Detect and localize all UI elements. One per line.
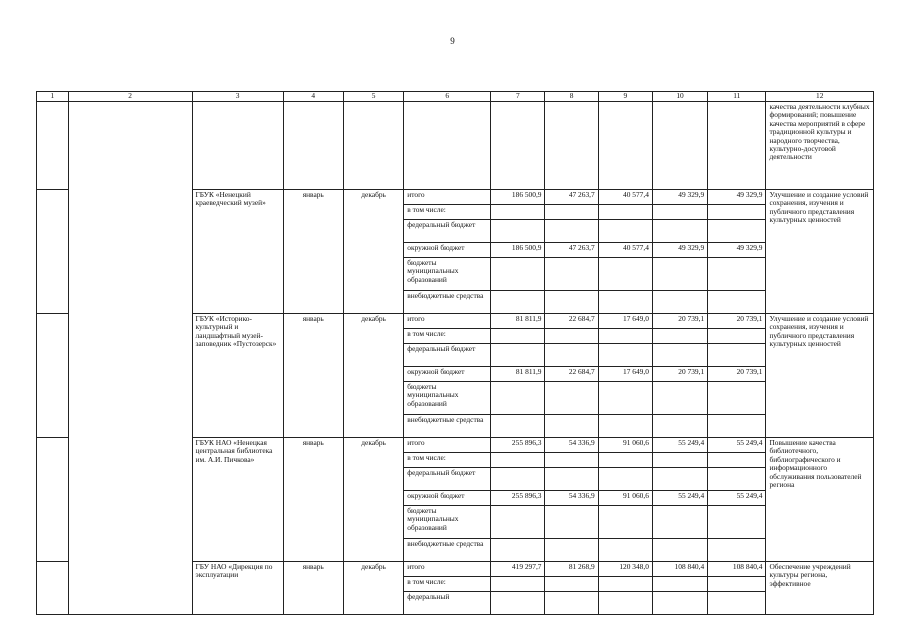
amount-cell: 81 811,9 [491, 314, 545, 329]
amount-cell: 54 336,9 [545, 491, 598, 506]
amount-cell [598, 291, 652, 314]
amount-cell [545, 258, 598, 291]
amount-cell [598, 415, 652, 438]
amount-cell [491, 415, 545, 438]
goal-cell: качества деятельности клубных формирований; повышение качества мероприятий в сфере традиционной культуры и народного творчества, культурно-досуговой деятельности [766, 102, 874, 190]
amount-cell [708, 539, 766, 562]
col1-cell [37, 314, 69, 438]
amount-cell [491, 291, 545, 314]
col-header: 10 [652, 92, 707, 102]
amount-cell: 54 336,9 [545, 438, 598, 453]
amount-cell: 255 896,3 [491, 491, 545, 506]
amount-cell [545, 220, 598, 243]
amount-cell [491, 382, 545, 415]
amount-cell: 17 649,0 [598, 367, 652, 382]
amount-cell [598, 329, 652, 344]
amount-cell [491, 506, 545, 539]
amount-cell: 255 896,3 [491, 438, 545, 453]
goal-cell: Улучшение и создание условий сохранения, изучения и публичного представления культурных ценностей [766, 190, 874, 314]
end-cell: декабрь [343, 438, 403, 562]
amount-cell [598, 382, 652, 415]
amount-cell: 186 500,9 [491, 243, 545, 258]
amount-cell [491, 220, 545, 243]
goal-cell: Обеспечение учреждений культуры региона, эффективное [766, 562, 874, 615]
source-cell: в том числе: [404, 329, 491, 344]
source-cell: внебюджетные средства [404, 291, 491, 314]
goal-cell: Улучшение и создание условий сохранения, изучения и публичного представления культурных ценностей [766, 314, 874, 438]
source-cell: федеральный бюджет [404, 220, 491, 243]
amount-cell [491, 592, 545, 615]
amount-cell [545, 415, 598, 438]
amount-cell [708, 220, 766, 243]
col-header: 9 [598, 92, 652, 102]
amount-cell: 20 739,1 [652, 314, 707, 329]
amount-cell: 20 739,1 [708, 314, 766, 329]
source-cell: бюджеты муниципальных образований [404, 506, 491, 539]
amount-cell [491, 258, 545, 291]
amount-cell [545, 382, 598, 415]
source-cell: федеральный [404, 592, 491, 615]
amount-cell [545, 592, 598, 615]
source-cell: внебюджетные средства [404, 415, 491, 438]
amount-cell [652, 468, 707, 491]
amount-cell [652, 577, 707, 592]
org-cell: ГБУК «Историко-культурный и ландшафтный музей-заповедник «Пустозерск» [192, 314, 283, 438]
amount-cell: 91 060,6 [598, 438, 652, 453]
amount-cell [491, 453, 545, 468]
amount-cell [708, 453, 766, 468]
org-cell: ГБУ НАО «Дирекция по эксплуатации [192, 562, 283, 615]
source-cell: итого [404, 314, 491, 329]
amount-cell [545, 344, 598, 367]
amount-cell [708, 415, 766, 438]
amount-cell: 91 060,6 [598, 491, 652, 506]
amount-cell: 186 500,9 [491, 190, 545, 205]
source-cell: бюджеты муниципальных образований [404, 382, 491, 415]
amount-cell: 108 840,4 [708, 562, 766, 577]
amount-cell [708, 506, 766, 539]
source-cell: в том числе: [404, 205, 491, 220]
amount-cell: 20 739,1 [652, 367, 707, 382]
amount-cell [708, 592, 766, 615]
start-cell: январь [283, 190, 343, 314]
amount-cell [491, 468, 545, 491]
amount-cell [652, 220, 707, 243]
source-cell: итого [404, 562, 491, 577]
amount-cell: 47 263,7 [545, 243, 598, 258]
amount-cell: 55 249,4 [708, 491, 766, 506]
amount-cell: 17 649,0 [598, 314, 652, 329]
amount-cell [652, 382, 707, 415]
col1-cell [37, 562, 69, 615]
amount-cell [598, 577, 652, 592]
amount-cell [598, 592, 652, 615]
amount-cell [652, 592, 707, 615]
col-header: 8 [545, 92, 598, 102]
amount-cell [708, 205, 766, 220]
amount-cell: 47 263,7 [545, 190, 598, 205]
amount-cell [545, 453, 598, 468]
amount-cell [652, 291, 707, 314]
source-cell: итого [404, 190, 491, 205]
amount-cell [491, 329, 545, 344]
amount-cell: 40 577,4 [598, 190, 652, 205]
end-cell: декабрь [343, 562, 403, 615]
amount-cell [545, 291, 598, 314]
amount-cell [708, 329, 766, 344]
goal-cell: Повышение качества библиотечного, библиографического и информационного обслуживания пользователей региона [766, 438, 874, 562]
amount-cell [652, 258, 707, 291]
program-table [36, 91, 874, 615]
amount-cell [491, 205, 545, 220]
col1-cell [37, 190, 69, 314]
intro-row [37, 102, 874, 190]
amount-cell [545, 539, 598, 562]
start-cell: январь [283, 314, 343, 438]
amount-cell: 49 329,9 [708, 243, 766, 258]
amount-cell: 55 249,4 [652, 438, 707, 453]
amount-cell [545, 205, 598, 220]
amount-cell [598, 468, 652, 491]
source-cell: окружной бюджет [404, 243, 491, 258]
start-cell: январь [283, 562, 343, 615]
col-header: 6 [404, 92, 491, 102]
source-cell: бюджеты муниципальных образований [404, 258, 491, 291]
amount-cell: 49 329,9 [652, 190, 707, 205]
amount-cell [652, 344, 707, 367]
amount-cell [652, 415, 707, 438]
amount-cell: 55 249,4 [652, 491, 707, 506]
amount-cell [652, 329, 707, 344]
amount-cell [652, 205, 707, 220]
col-header: 7 [491, 92, 545, 102]
end-cell: декабрь [343, 314, 403, 438]
org-cell: ГБУК НАО «Ненецкая центральная библиотека им. А.И. Пичкова» [192, 438, 283, 562]
source-cell: в том числе: [404, 577, 491, 592]
col-header: 3 [192, 92, 283, 102]
amount-cell [545, 577, 598, 592]
amount-cell [708, 258, 766, 291]
amount-cell: 108 840,4 [652, 562, 707, 577]
col-header: 12 [766, 92, 874, 102]
col-header: 4 [283, 92, 343, 102]
amount-cell [708, 577, 766, 592]
amount-cell [652, 539, 707, 562]
amount-cell [598, 220, 652, 243]
amount-cell: 419 297,7 [491, 562, 545, 577]
amount-cell [545, 506, 598, 539]
col1-cell [37, 438, 69, 562]
amount-cell [491, 577, 545, 592]
amount-cell [545, 468, 598, 491]
amount-cell [598, 205, 652, 220]
amount-cell [598, 539, 652, 562]
amount-cell [652, 453, 707, 468]
amount-cell [598, 453, 652, 468]
amount-cell [598, 344, 652, 367]
amount-cell [708, 468, 766, 491]
source-cell: в том числе: [404, 453, 491, 468]
amount-cell: 49 329,9 [652, 243, 707, 258]
amount-cell: 49 329,9 [708, 190, 766, 205]
start-cell: январь [283, 438, 343, 562]
page-number: 9 [450, 36, 455, 46]
source-cell: федеральный бюджет [404, 468, 491, 491]
amount-cell [545, 329, 598, 344]
source-cell: итого [404, 438, 491, 453]
amount-cell: 81 811,9 [491, 367, 545, 382]
source-cell: окружной бюджет [404, 367, 491, 382]
amount-cell [708, 344, 766, 367]
col-header: 5 [343, 92, 403, 102]
amount-cell: 20 739,1 [708, 367, 766, 382]
amount-cell [491, 344, 545, 367]
col-header: 2 [68, 92, 192, 102]
source-cell: окружной бюджет [404, 491, 491, 506]
end-cell: декабрь [343, 190, 403, 314]
source-cell: федеральный бюджет [404, 344, 491, 367]
header-row [37, 92, 874, 102]
amount-cell: 55 249,4 [708, 438, 766, 453]
source-cell: внебюджетные средства [404, 539, 491, 562]
amount-cell: 120 348,0 [598, 562, 652, 577]
org-cell: ГБУК «Ненецкий краеведческий музей» [192, 190, 283, 314]
amount-cell [598, 258, 652, 291]
amount-cell: 22 684,7 [545, 367, 598, 382]
amount-cell [708, 291, 766, 314]
col-header: 11 [708, 92, 766, 102]
amount-cell: 22 684,7 [545, 314, 598, 329]
amount-cell: 40 577,4 [598, 243, 652, 258]
amount-cell [708, 382, 766, 415]
amount-cell [491, 539, 545, 562]
col-header: 1 [37, 92, 69, 102]
amount-cell [652, 506, 707, 539]
amount-cell [598, 506, 652, 539]
amount-cell: 81 268,9 [545, 562, 598, 577]
